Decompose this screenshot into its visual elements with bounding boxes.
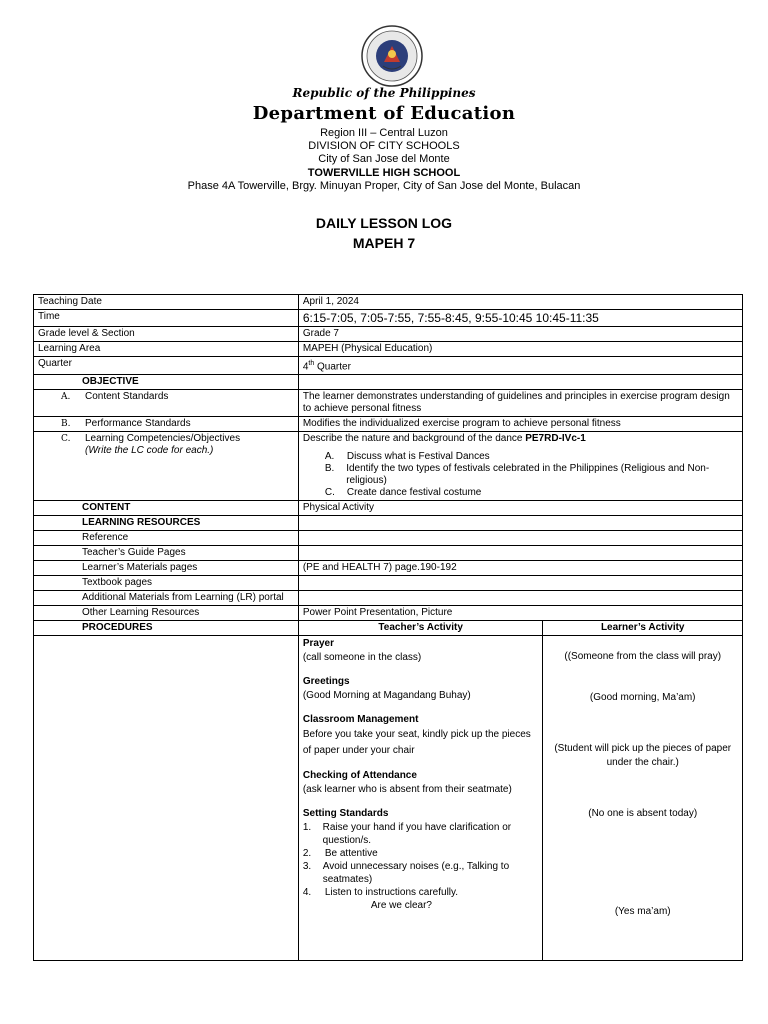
prayer-text: (call someone in the class) (302, 652, 422, 664)
other-resources-label: Other Learning Resources (34, 606, 299, 621)
table-row (34, 606, 743, 621)
region-line: Region III – Central Luzon (320, 127, 448, 139)
table-row (34, 375, 743, 390)
resources-heading: LEARNING RESOURCES (34, 516, 299, 531)
attendance-title: Checking of Attendance (302, 770, 417, 782)
other-resources-value: Power Point Presentation, Picture (298, 606, 742, 621)
reference-label: Reference (34, 531, 299, 546)
lesson-log-table (33, 294, 743, 961)
grade-value: Grade 7 (298, 327, 742, 342)
area-value: MAPEH (Physical Education) (298, 342, 742, 357)
teacher-activity (298, 636, 543, 961)
teacher-activity-heading: Teacher’s Activity (298, 621, 543, 636)
list-item: 3. Avoid unnecessary noises (e.g., Talking to seatmates) (302, 861, 510, 886)
content-standards-value: The learner demonstrates understanding of guidelines and principles in exercise program design to achieve personal fitness (298, 390, 742, 417)
attendance-text: (ask learner who is absent from their seatmate) (302, 784, 512, 796)
learner-prayer: ((Someone from the class will pray) (564, 651, 722, 663)
table-row: B. Performance Standards Modifies the individualized exercise program to achieve personal fitness (34, 417, 743, 432)
lm-pages-label: Learner’s Materials pages (34, 561, 299, 576)
list-item: A. Discuss what is Festival Dances (324, 451, 490, 463)
list-item: 1. Raise your hand if you have clarification or question/s. (302, 822, 512, 847)
learner-agreement: (Yes ma’am) (614, 906, 671, 918)
city-line: City of San Jose del Monte (318, 153, 450, 165)
lm-pages-value: (PE and HEALTH 7) page.190-192 (298, 561, 742, 576)
list-item: 2. Be attentive (302, 848, 378, 860)
republic-line: Republic of the Philippines (292, 86, 476, 100)
performance-standards-label: Performance Standards (85, 418, 191, 430)
time-value: 6:15-7:05, 7:05-7:55, 7:55-8:45, 9:55-10:45 10:45-11:35 (298, 310, 742, 327)
table-row: A. Content Standards The learner demonstrates understanding of guidelines and principles in exercise program design to achieve personal fitness (34, 390, 743, 417)
doc-title: DAILY LESSON LOG (315, 215, 453, 231)
standards-title: Setting Standards (302, 808, 389, 820)
competencies-value: Describe the nature and background of the dance PE7RD-IVc-1 A. Discuss what is Festival Dances B. Identify the two types of festivals celebrated in the Philippines (Religious and Non-religious) C. Create dance festival costume (298, 432, 742, 501)
school-address: Phase 4A Towerville, Brgy. Minuyan Proper, City of San Jose del Monte, Bulacan (187, 180, 581, 192)
performance-standards-value: Modifies the individualized exercise program to achieve personal fitness (298, 417, 742, 432)
table-row (34, 342, 743, 357)
content-standards-label: Content Standards (85, 391, 169, 403)
table-row (34, 621, 743, 636)
learner-activity-heading: Learner’s Activity (543, 621, 743, 636)
table-row (34, 636, 743, 961)
learner-activity (543, 636, 743, 961)
area-label: Learning Area (34, 342, 299, 357)
department-title: Department of Education (252, 103, 516, 124)
lc-code: PE7RD-IVc-1 (525, 433, 586, 445)
classroom-text: Before you take your seat, kindly pick up the pieces of paper under your chair (302, 729, 531, 757)
table-row (34, 501, 743, 516)
table-row (34, 357, 743, 375)
school-name: TOWERVILLE HIGH SCHOOL (307, 167, 461, 179)
grade-label: Grade level & Section (34, 327, 299, 342)
classroom-title: Classroom Management (302, 714, 419, 726)
table-row (34, 327, 743, 342)
table-row (34, 561, 743, 576)
learner-greeting: (Good morning, Ma’am) (589, 692, 696, 704)
table-row (34, 516, 743, 531)
objectives-list (303, 451, 738, 499)
tg-pages-label: Teacher’s Guide Pages (34, 546, 299, 561)
standards-list (303, 821, 539, 899)
competencies-note: (Write the LC code for each.) (85, 445, 214, 457)
prayer-title: Prayer (302, 638, 334, 650)
greetings-text: (Good Morning at Magandang Buhay) (302, 690, 471, 702)
greetings-title: Greetings (302, 676, 350, 688)
table-row: C. Learning Competencies/Objectives (Write the LC code for each.) Describe the nature and background of the dance PE7RD-IVc-1 A. Discuss what is Festival Dances B. Identify the two types of festivals celebrated in the Philippines (Religious and Non-religious) C. Create dance festival costume (34, 432, 743, 501)
time-label: Time (34, 310, 299, 327)
objective-heading: OBJECTIVE (34, 375, 299, 390)
table-row (34, 546, 743, 561)
quarter-label: Quarter (34, 357, 299, 375)
list-item: B. Identify the two types of festivals celebrated in the Philippines (Religious and Non-religious) (324, 463, 710, 487)
table-row (34, 591, 743, 606)
division-line: DIVISION OF CITY SCHOOLS (308, 140, 460, 152)
procedures-heading: PROCEDURES (34, 621, 299, 636)
table-row (34, 576, 743, 591)
teaching-date-value: April 1, 2024 (298, 295, 742, 310)
competencies-label: Learning Competencies/Objectives (85, 433, 241, 445)
are-we-clear: Are we clear? (370, 900, 432, 912)
textbook-label: Textbook pages (34, 576, 299, 591)
content-value: Physical Activity (298, 501, 742, 516)
learner-classroom: (Student will pick up the pieces of paper under the chair.) (554, 743, 732, 769)
additional-materials-label: Additional Materials from Learning (LR) portal (34, 591, 299, 606)
list-item: 4. Listen to instructions carefully. (302, 887, 459, 899)
table-row (34, 310, 743, 327)
content-heading: CONTENT (34, 501, 299, 516)
teaching-date-label: Teaching Date (34, 295, 299, 310)
doc-subject: MAPEH 7 (352, 235, 416, 251)
deped-seal-icon (353, 24, 431, 88)
learner-attendance: (No one is absent today) (588, 808, 698, 820)
table-row (34, 531, 743, 546)
list-item: C. Create dance festival costume (324, 487, 482, 499)
quarter-value: 4th Quarter (298, 357, 742, 375)
table-row (34, 295, 743, 310)
